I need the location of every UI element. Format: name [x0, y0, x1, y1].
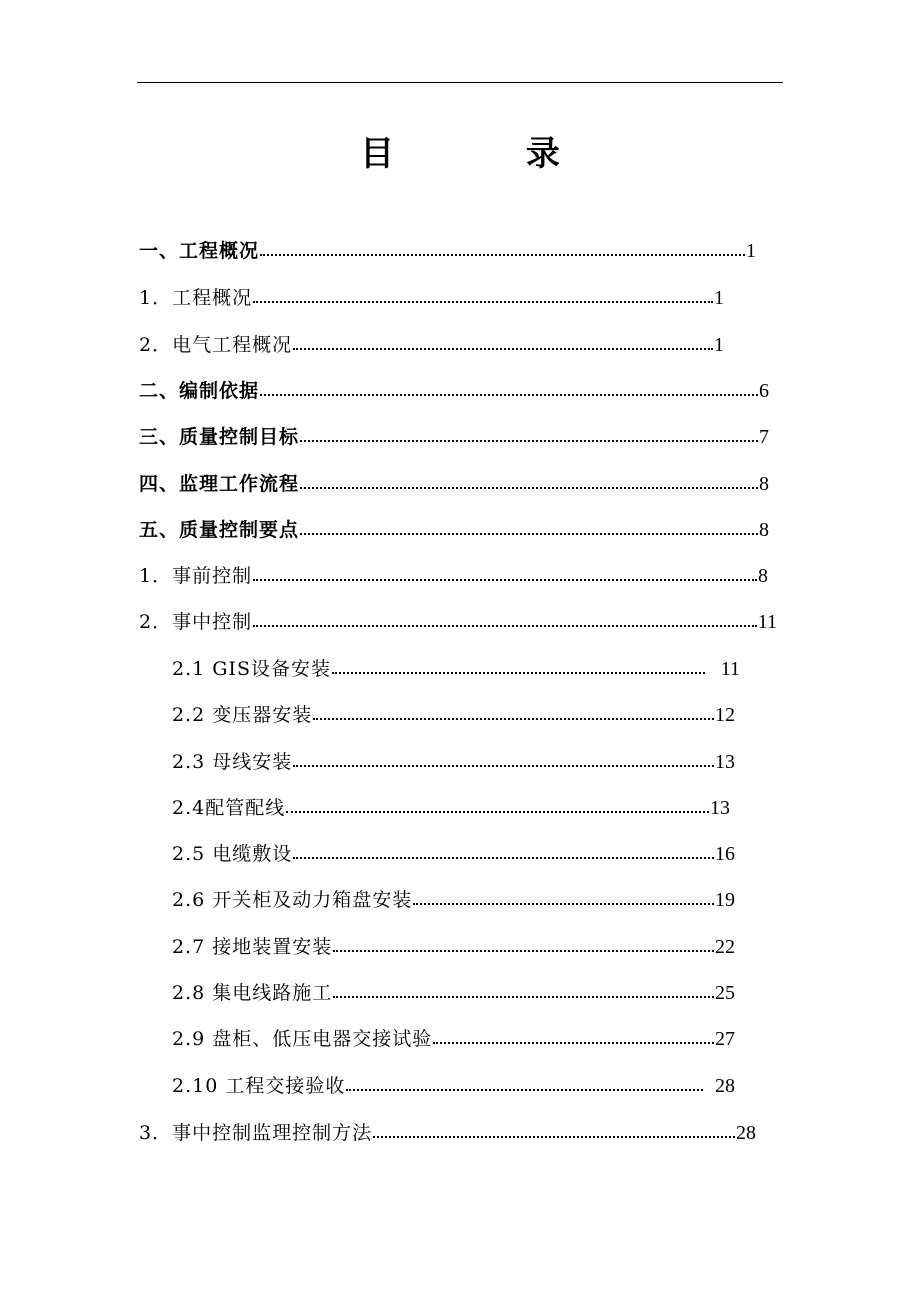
toc-leader: [253, 579, 757, 581]
toc-page: 12: [715, 704, 735, 726]
toc-page: 27: [715, 1028, 735, 1050]
toc-page: 13: [710, 797, 730, 819]
toc-entry-9[interactable]: [139, 607, 777, 637]
toc-entry-17[interactable]: [172, 978, 735, 1008]
toc-label: 2.1 GIS设备安装: [172, 658, 331, 680]
toc-page: 25: [715, 982, 735, 1004]
toc-entry-20[interactable]: [139, 1118, 756, 1148]
toc-page: 8: [758, 565, 768, 587]
toc-label: 1．工程概况: [139, 287, 253, 309]
toc-leader: [373, 1136, 735, 1138]
toc-page: 8: [759, 473, 769, 495]
page-title: 目 录: [360, 134, 620, 174]
toc-leader: [293, 348, 713, 350]
toc-leader: [333, 950, 714, 952]
toc-entry-18[interactable]: [172, 1024, 735, 1054]
toc-leader: [253, 625, 757, 627]
toc-label: 二、编制依据: [139, 380, 260, 402]
toc-label: 2．电气工程概况: [139, 334, 293, 356]
toc-entry-6[interactable]: [139, 469, 769, 499]
toc-page: 1: [714, 334, 724, 356]
toc-entry-5[interactable]: [139, 422, 769, 452]
toc-entry-8[interactable]: [139, 561, 768, 591]
toc-page: 22: [715, 936, 735, 958]
toc-leader: [260, 254, 745, 256]
toc-leader: [413, 903, 714, 905]
toc-label: 1．事前控制: [139, 565, 253, 587]
toc-label: 2.8 集电线路施工: [172, 982, 333, 1004]
toc-entry-12[interactable]: [172, 747, 735, 777]
toc-entry-11[interactable]: [172, 700, 735, 730]
toc-label: 2.10 工程交接验收: [172, 1075, 346, 1097]
toc-page: 1: [714, 287, 724, 309]
toc-page: 28: [715, 1075, 735, 1097]
toc-label: 2.2 变压器安装: [172, 704, 313, 726]
toc-label: 2.5 电缆敷设: [172, 843, 293, 865]
toc-leader: [260, 394, 758, 396]
toc-entry-13[interactable]: [172, 793, 730, 823]
toc-leader: [253, 301, 713, 303]
toc-page: 8: [759, 519, 769, 541]
toc-leader: [333, 996, 714, 998]
toc-label: 2.6 开关柜及动力箱盘安装: [172, 889, 413, 911]
toc-entry-7[interactable]: [139, 515, 769, 545]
toc-entry-3[interactable]: [139, 330, 724, 360]
toc-entry-14[interactable]: [172, 839, 735, 869]
toc-entry-2[interactable]: [139, 283, 724, 313]
toc-leader: [286, 811, 709, 813]
toc-label: 三、质量控制目标: [139, 426, 300, 448]
toc-label: 2.9 盘柜、低压电器交接试验: [172, 1028, 433, 1050]
toc-page: 1: [746, 240, 756, 262]
toc-label: 一、工程概况: [139, 240, 260, 262]
toc-label: 2.4配管配线: [172, 797, 286, 819]
toc-label: 2.7 接地装置安装: [172, 936, 333, 958]
toc-page: 13: [715, 751, 735, 773]
toc-leader: [300, 533, 758, 535]
toc-entry-19[interactable]: [172, 1071, 735, 1101]
toc-label: 五、质量控制要点: [139, 519, 300, 541]
toc-entry-4[interactable]: [139, 376, 769, 406]
toc-leader: [293, 765, 714, 767]
toc-page: 11: [757, 611, 777, 633]
toc-label: 四、监理工作流程: [139, 473, 300, 495]
toc-leader: [293, 857, 714, 859]
toc-entry-10[interactable]: [172, 654, 740, 684]
toc-page: 16: [715, 843, 735, 865]
toc-leader: [313, 718, 714, 720]
toc-leader: [332, 672, 705, 674]
toc-page: 7: [759, 426, 769, 448]
toc-page: 6: [759, 380, 769, 402]
toc-leader: [346, 1089, 703, 1091]
toc-leader: [300, 440, 758, 442]
toc-page: 11: [720, 658, 740, 680]
toc-page: 19: [715, 889, 735, 911]
toc-entry-16[interactable]: [172, 932, 735, 962]
toc-label: 3．事中控制监理控制方法: [139, 1122, 373, 1144]
toc-leader: [433, 1042, 714, 1044]
toc-label: 2．事中控制: [139, 611, 253, 633]
toc-page: 28: [736, 1122, 756, 1144]
toc-label: 2.3 母线安装: [172, 751, 293, 773]
toc-entry-15[interactable]: [172, 885, 735, 915]
toc-leader: [300, 487, 758, 489]
toc-entry-1[interactable]: [139, 236, 756, 266]
header-rule: [137, 82, 783, 83]
